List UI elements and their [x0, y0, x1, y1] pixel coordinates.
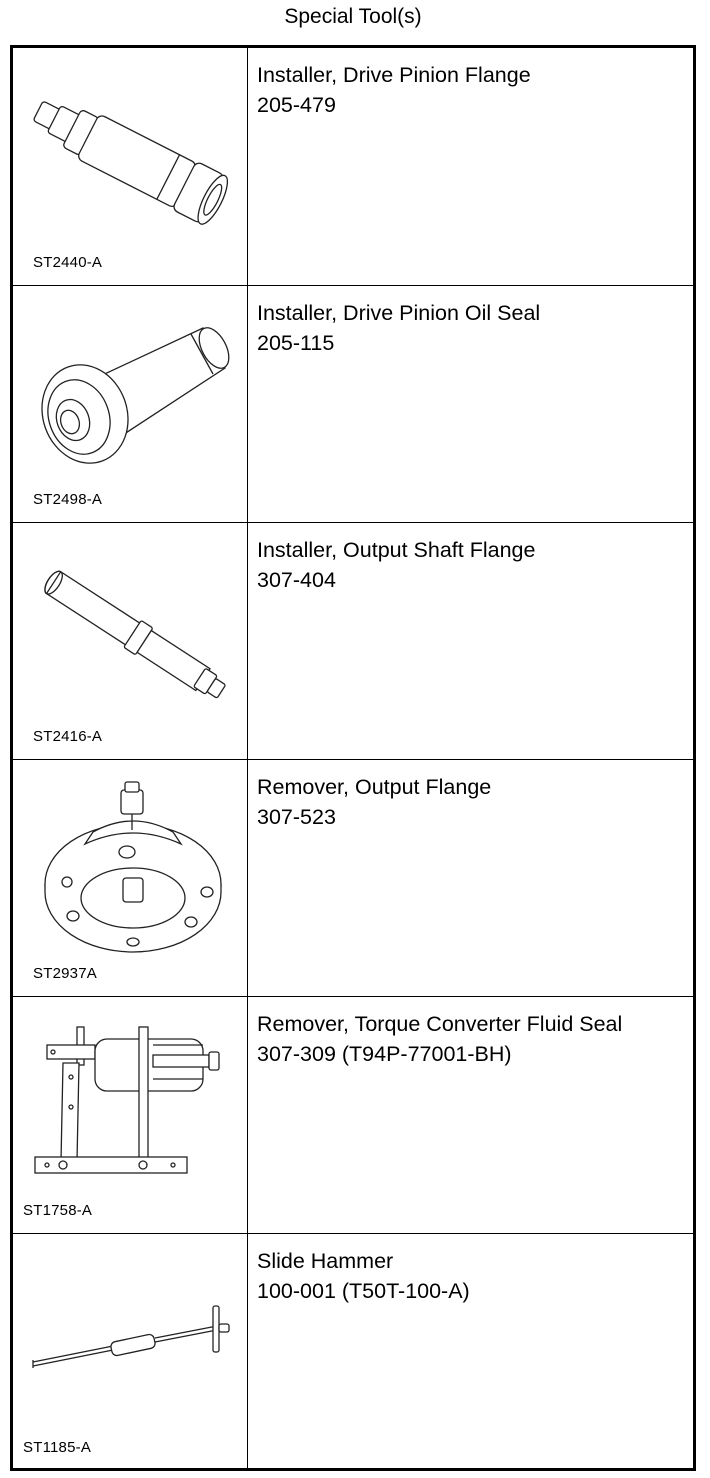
tool-number: 100-001 (T50T-100-A) — [257, 1279, 470, 1303]
tool-description — [257, 298, 693, 358]
tool-row-drive-pinion-oil-seal-installer — [13, 285, 693, 522]
tool-name: Installer, Drive Pinion Flange — [257, 63, 531, 87]
drive-pinion-oil-seal-installer-icon — [13, 286, 248, 522]
slide-hammer-icon — [13, 1234, 248, 1470]
tool-number: 205-479 — [257, 93, 336, 117]
tool-description — [257, 772, 693, 832]
tool-image-code: ST1758-A — [23, 1202, 93, 1219]
tool-number: 307-404 — [257, 568, 336, 592]
tool-image-code: ST2498-A — [33, 491, 103, 508]
tool-number: 307-523 — [257, 805, 336, 829]
tool-name: Remover, Torque Converter Fluid Seal — [257, 1012, 623, 1036]
tool-description — [257, 60, 693, 120]
tool-image-cell — [13, 760, 248, 996]
tool-row-output-flange-remover — [13, 759, 693, 996]
tool-image-code: ST2937A — [33, 965, 97, 982]
special-tools-table — [10, 45, 696, 1471]
tool-name: Installer, Output Shaft Flange — [257, 538, 536, 562]
tool-image-code: ST2416-A — [33, 728, 103, 745]
tool-description — [257, 1246, 693, 1306]
tool-image-cell — [13, 523, 248, 759]
tool-image-cell — [13, 286, 248, 522]
tool-row-output-shaft-flange-installer — [13, 522, 693, 759]
tool-row-drive-pinion-flange-installer — [13, 48, 693, 285]
tool-image-cell — [13, 48, 248, 285]
tool-name: Installer, Drive Pinion Oil Seal — [257, 301, 541, 325]
torque-converter-seal-remover-icon — [13, 997, 248, 1233]
tool-row-slide-hammer — [13, 1233, 693, 1470]
tool-number: 205-115 — [257, 331, 335, 355]
tool-description — [257, 535, 693, 595]
tool-name: Slide Hammer — [257, 1249, 394, 1273]
output-flange-remover-icon — [13, 760, 248, 996]
page-title: Special Tool(s) — [284, 5, 422, 28]
tool-row-torque-converter-seal-remover — [13, 996, 693, 1233]
tool-name: Remover, Output Flange — [257, 775, 492, 799]
drive-pinion-flange-installer-icon — [13, 48, 248, 284]
tool-image-cell — [13, 997, 248, 1233]
output-shaft-flange-installer-icon — [13, 523, 248, 759]
tool-number: 307-309 (T94P-77001-BH) — [257, 1042, 512, 1066]
tool-description — [257, 1009, 693, 1069]
tool-image-code: ST1185-A — [23, 1439, 92, 1456]
tool-image-code: ST2440-A — [33, 254, 103, 271]
tool-image-cell — [13, 1234, 248, 1470]
